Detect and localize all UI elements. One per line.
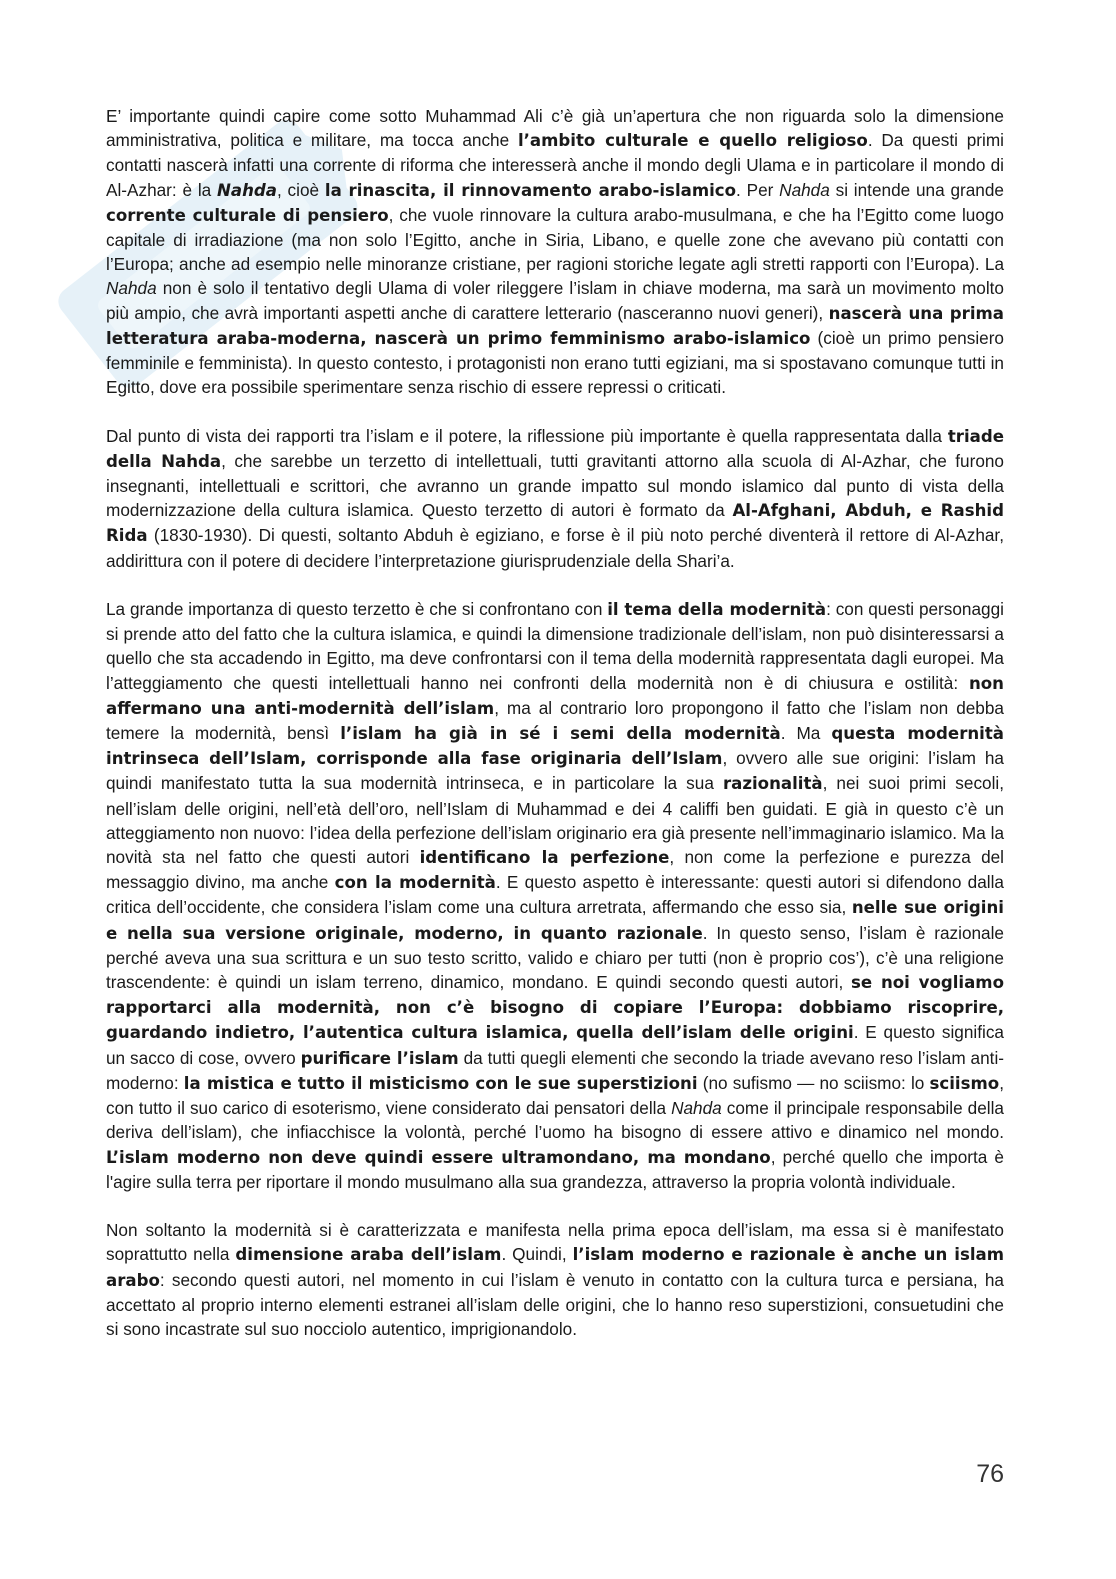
text-run: : secondo questi autori, nel momento in cui l’islam è venuto in contatto con la cultura turca e persiana, ha accettato al proprio interno elementi estranei all’islam delle origini, che lo hanno reso superstizioni, consuetudini che si sono incastrate sul suo nocciolo autentico, imprigionandolo. <box>106 1269 1004 1339</box>
paragraph <box>106 424 1004 573</box>
text-run: Nahda <box>671 1098 722 1119</box>
text-run: . Da questi primi contatti nascerà infatti una corrente di riforma che interesserà anche il mondo degli Ulama e in particolare il mondo di Al-Azhar: è la <box>106 130 1004 200</box>
text-run: , cioè <box>276 179 325 200</box>
emphasis-text: Nahda <box>217 180 277 200</box>
text-run: . Quindi, <box>501 1244 573 1265</box>
text-run: . In questo senso, l’islam è razionale perché aveva una sua scrittura e un suo testo scritto, valido e chiaro per tutti (non è proprio cos’), c’è una religione trascendente: è quindi un islam terreno, dinamico, mondano. E quindi secondo questi autori, <box>106 922 1004 993</box>
emphasis-text: non affermano una anti-modernità dell’islam <box>106 673 1004 718</box>
emphasis-text: l’islam ha già in sé i semi della modernità <box>340 724 781 744</box>
text-run: , non come la perfezione e purezza del messaggio divino, ma anche <box>106 847 1005 893</box>
page-number: 76 <box>976 1460 1004 1488</box>
emphasis-text: il tema della modernità <box>607 600 827 620</box>
text-run: (cioè un primo pensiero femminile e femminista). In questo contesto, i protagonisti non erano tutti egiziani, ma si spostavano comunque tutti in Egitto, dove era possibile sperimentare senza rischio di essere repressi o criticati. <box>106 327 1004 398</box>
emphasis-text: dimensione araba dell’islam <box>235 1245 502 1265</box>
emphasis-text: l’ambito culturale e quello religioso <box>517 131 868 151</box>
text-run: E’ importante quindi capire come sotto Muhammad Ali c’è già un’apertura che non riguarda solo la dimensione amministrativa, politica e militare, ma tocca anche <box>106 106 1004 151</box>
emphasis-text: nascerà una prima letteratura araba-moderna, nascerà un primo femminismo arabo-islamico <box>106 303 1004 348</box>
emphasis-text: Al-Afghani, Abduh, e Rashid Rida <box>106 501 1004 546</box>
emphasis-text: identificano la perfezione <box>419 848 670 868</box>
text-run: , che vuole rinnovare la cultura arabo-musulmana, e che ha l’Egitto come luogo capitale di irradiazione (ma non solo l’Egitto, anche in Siria, Libano, e quelle zone che avevano più contatti con l’Europa; anche ad esempio nelle minoranze cristiane, per ragioni storiche legate agli stretti rapporti con l’Europa). La <box>106 204 1004 275</box>
emphasis-text: sciismo <box>929 1073 1000 1093</box>
text-run: , nei suoi primi secoli, nell’islam delle origini, nell’età dell’oro, nell’Islam di Muhammad e dei 4 califfi ben guidati. E già in questo c’è un atteggiamento non nuovo: l’idea della perfezione dell’islam originario era già presente nell’immaginario islamico. Ma la novità sta nel fatto che questi autori <box>106 773 1005 868</box>
emphasis-text: triade della Nahda <box>106 426 1004 471</box>
emphasis-text: con la modernità <box>334 873 496 893</box>
text-run: si intende una grande <box>829 179 1004 200</box>
text-run: , ovvero alle sue origini: l’islam ha quindi manifestato tutta la sua modernità intrinseca, e in particolare la sua <box>106 748 1004 794</box>
text-run: . Ma <box>780 723 832 744</box>
emphasis-text: l’islam moderno e razionale è anche un islam arabo <box>106 1245 1004 1290</box>
text-run: Nahda <box>779 179 830 200</box>
text-run: , con tutto il suo carico di esoterismo, viene considerato dai pensatori della <box>106 1072 1004 1119</box>
text-run: (1830-1930). Di questi, soltanto Abduh è egiziano, e forse è il più noto perché diventerà il rettore di Al-Azhar, addirittura con il potere di decidere l’interpretazione giurisprudenziale della Shari’a. <box>106 525 1004 571</box>
text-run: come il principale responsabile della deriva dell’islam), che infiacchisce la volontà, perché l’uomo ha bisogno di essere attivo e dinamico nel mondo. <box>106 1098 1004 1143</box>
text-run: : con questi personaggi si prende atto del fatto che la cultura islamica, e quindi la dimensione tradizionale dell’islam, non può disinteressarsi a quello che sta accadendo in Egitto, ma deve confrontarsi con il tema della modernità rappresentata dagli europei. Ma l’atteggiamento che questi intellettuali hanno nei confronti della modernità non è di chiusura e ostilità: <box>106 599 1004 693</box>
text-run: . E questo aspetto è interessante: questi autori si difendono dalla critica dell’occidente, che considera l’islam come una cultura arretrata, affermando che esso sia, <box>106 872 1004 918</box>
text-run: . Per <box>736 179 780 200</box>
text-run: non è solo il tentativo degli Ulama di voler rileggere l’islam in chiave moderna, ma sarà un movimento molto più ampio, che avrà importanti aspetti anche di carattere letterario (nasceranno nuovi generi), <box>106 278 1004 323</box>
emphasis-text: corrente culturale di pensiero <box>106 205 389 225</box>
emphasis-text: nelle sue origini e nella sua versione originale, moderno, in quanto razionale <box>106 898 1004 943</box>
text-run: Non soltanto la modernità si è caratterizzata e manifesta nella prima epoca dell’islam, ma essa si è manifestato soprattutto nella <box>106 1220 1004 1265</box>
emphasis-text: razionalità <box>722 774 823 794</box>
paragraph <box>106 597 1004 1194</box>
text-run: (no sufismo — no sciismo: lo <box>697 1072 930 1093</box>
text-run: La grande importanza di questo terzetto è che si confrontano con <box>106 599 608 620</box>
text-run: , che sarebbe un terzetto di intellettuali, tutti gravitanti attorno alla scuola di Al-Azhar, che furono insegnanti, intellettuali e scrittori, che avranno un grande impatto sul mondo islamico dal punto di vista della modernizzazione della cultura islamica. Questo terzetto di autori è formato da <box>106 450 1004 521</box>
text-run: da tutti quegli elementi che secondo la triade avevano reso l’islam anti-moderno: <box>106 1047 1004 1093</box>
text-run: . E questo significa un sacco di cose, ovvero <box>106 1022 1004 1068</box>
emphasis-text: la mistica e tutto il misticismo con le sue superstizioni <box>183 1073 698 1093</box>
text-run: , ma al contrario loro propongono il fatto che l’islam non debba temere la modernità, bensì <box>106 697 1004 744</box>
emphasis-text: questa modernità intrinseca dell’Islam, corrisponde alla fase originaria dell’Islam <box>106 724 1005 769</box>
paragraph <box>106 104 1004 399</box>
emphasis-text: purificare l’islam <box>300 1048 459 1068</box>
document-body <box>106 104 1004 1365</box>
text-run: Nahda <box>106 278 157 299</box>
text-run: Dal punto di vista dei rapporti tra l’islam e il potere, la riflessione più importante è quella rappresentata dalla <box>106 425 948 446</box>
text-run: , perché quello che importa è l'agire sulla terra per riportare il mondo musulmano alla sua grandezza, attraverso la propria volontà individuale. <box>106 1146 1004 1192</box>
emphasis-text: se noi vogliamo rapportarci alla modernità, non c’è bisogno di copiare l’Europa: dobbiamo riscoprire, guardando indietro, l’autentica cultura islamica, quella dell’islam delle origini <box>106 973 1004 1043</box>
emphasis-text: la rinascita, il rinnovamento arabo-islamico <box>324 180 737 200</box>
emphasis-text: L’islam moderno non deve quindi essere ultramondano, ma mondano <box>106 1147 771 1167</box>
paragraph <box>106 1218 1004 1341</box>
